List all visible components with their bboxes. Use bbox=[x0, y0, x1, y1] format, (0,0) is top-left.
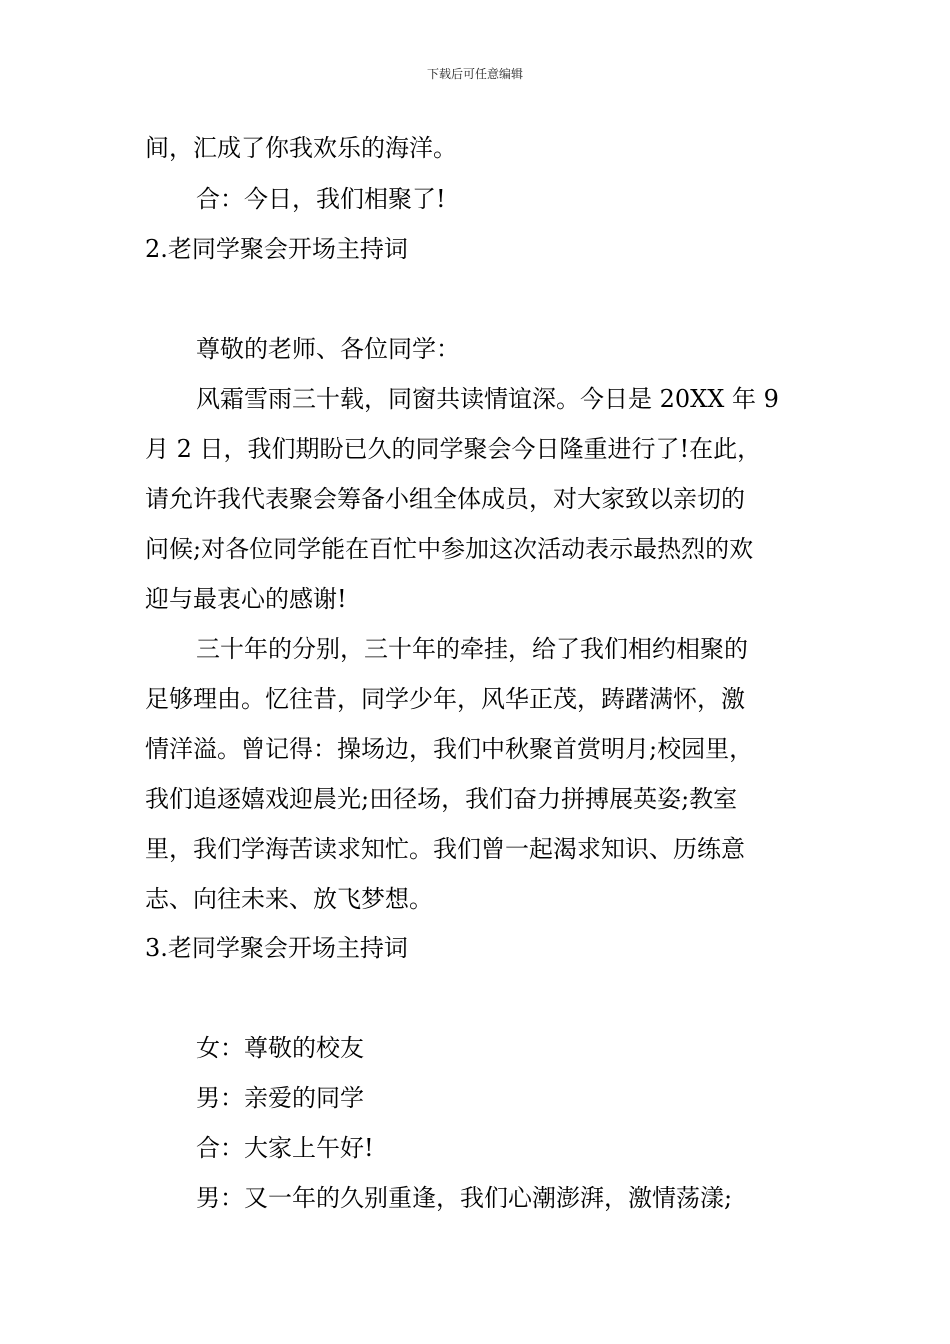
text-line: 月 2 日，我们期盼已久的同学聚会今日隆重进行了!在此， bbox=[145, 435, 762, 463]
text-line: 志、向往未来、放飞梦想。 bbox=[145, 885, 433, 913]
dialogue-line: 男：又一年的久别重逢，我们心潮澎湃，激情荡漾; bbox=[196, 1184, 733, 1212]
salutation: 尊敬的老师、各位同学： bbox=[196, 335, 460, 363]
text-line: 请允许我代表聚会筹备小组全体成员，对大家致以亲切的 bbox=[145, 485, 745, 513]
text-line: 我们追逐嬉戏迎晨光;田径场，我们奋力拼搏展英姿;教室 bbox=[145, 785, 738, 813]
text-line: 合：今日，我们相聚了! bbox=[196, 185, 446, 213]
text-line: 风霜雪雨三十载，同窗共读情谊深。今日是 20XX 年 9 bbox=[196, 385, 779, 413]
text-line: 里，我们学海苦读求知忙。我们曾一起渴求知识、历练意 bbox=[145, 835, 745, 863]
text-line: 足够理由。忆往昔，同学少年，风华正茂，踌躇满怀，激 bbox=[145, 685, 745, 713]
dialogue-line: 合：大家上午好! bbox=[196, 1134, 374, 1162]
text-line: 三十年的分别，三十年的牵挂，给了我们相约相聚的 bbox=[196, 635, 748, 663]
dialogue-line: 女：尊敬的校友 bbox=[196, 1034, 364, 1062]
section-heading: 2.老同学聚会开场主持词 bbox=[145, 235, 408, 263]
dialogue-line: 男：亲爱的同学 bbox=[196, 1084, 364, 1112]
text-line: 情洋溢。曾记得：操场边，我们中秋聚首赏明月;校园里， bbox=[145, 735, 754, 763]
text-line: 问候;对各位同学能在百忙中参加这次活动表示最热烈的欢 bbox=[145, 535, 754, 563]
text-line: 迎与最衷心的感谢! bbox=[145, 585, 347, 613]
text-line: 间，汇成了你我欢乐的海洋。 bbox=[145, 134, 457, 162]
section-heading: 3.老同学聚会开场主持词 bbox=[145, 934, 408, 962]
page-header-note: 下载后可任意编辑 bbox=[426, 67, 523, 81]
